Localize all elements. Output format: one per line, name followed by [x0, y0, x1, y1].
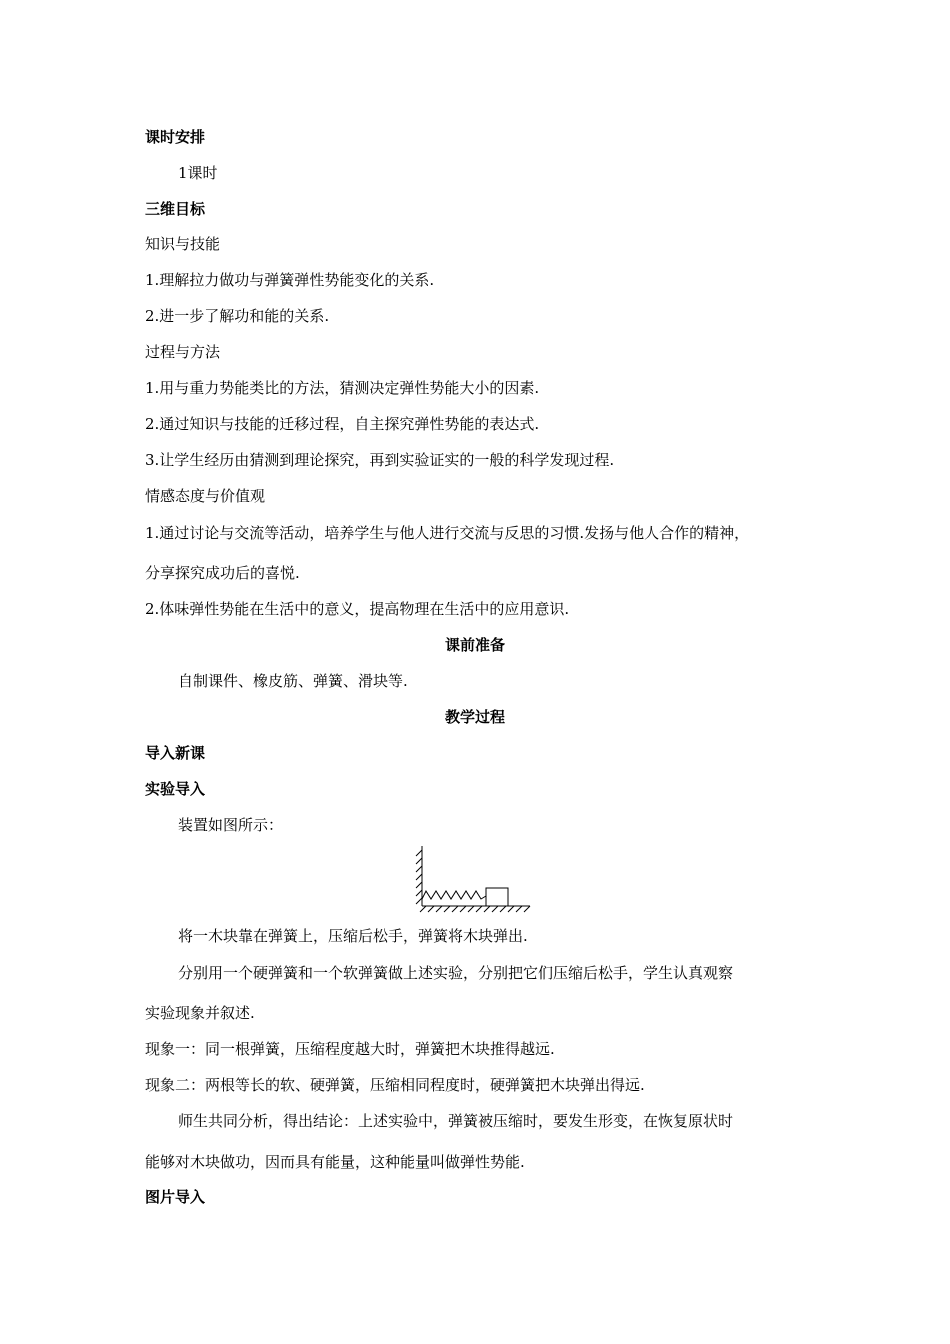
process-item-2: 2.通过知识与技能的迁移过程，自主探究弹性势能的表达式. [145, 415, 540, 433]
phenomenon-2: 现象二：两根等长的软、硬弹簧，压缩相同程度时，硬弹簧把木块弹出得远. [145, 1076, 645, 1094]
picture-intro-heading: 图片导入 [145, 1188, 206, 1206]
experiment-heading: 实验导入 [145, 780, 206, 798]
description-2-line-2: 实验现象并叙述. [145, 1004, 255, 1022]
attitude-title: 情感态度与价值观 [145, 487, 266, 505]
conclusion-line-1: 师生共同分析，得出结论：上述实验中，弹簧被压缩时，要发生形变，在恢复原状时 [178, 1112, 734, 1130]
attitude-item-1-line-1: 1.通过讨论与交流等活动，培养学生与他人进行交流与反思的习惯.发扬与他人合作的精神， [145, 524, 750, 542]
teaching-process-heading: 教学过程 [444, 708, 505, 726]
wall-hatching [416, 850, 422, 904]
setup-text: 装置如图所示： [178, 816, 284, 834]
wood-block [486, 888, 508, 906]
process-item-1: 1.用与重力势能类比的方法，猜测决定弹性势能大小的因素. [145, 379, 540, 397]
description-1: 将一木块靠在弹簧上，压缩后松手，弹簧将木块弹出. [178, 927, 528, 945]
lesson-time-value: 1课时 [178, 164, 218, 182]
spring [422, 891, 486, 899]
lesson-time-heading: 课时安排 [145, 128, 206, 146]
intro-heading: 导入新课 [145, 744, 206, 762]
attitude-item-1-line-2: 分享探究成功后的喜悦. [145, 564, 300, 582]
process-item-3: 3.让学生经历由猜测到理论探究，再到实验证实的一般的科学发现过程. [145, 451, 615, 469]
attitude-item-2: 2.体味弹性势能在生活中的意义，提高物理在生活中的应用意识. [145, 600, 570, 618]
process-method-title: 过程与方法 [145, 343, 221, 361]
description-2-line-1: 分别用一个硬弹簧和一个软弹簧做上述实验，分别把它们压缩后松手，学生认真观察 [178, 964, 734, 982]
knowledge-title: 知识与技能 [145, 235, 221, 253]
knowledge-item-1: 1.理解拉力做功与弹簧弹性势能变化的关系. [145, 271, 435, 289]
knowledge-item-2: 2.进一步了解功和能的关系. [145, 307, 330, 325]
floor-hatching [420, 906, 530, 912]
objectives-heading: 三维目标 [145, 200, 206, 218]
preparation-text: 自制课件、橡皮筋、弹簧、滑块等. [178, 672, 408, 690]
preparation-heading: 课前准备 [444, 636, 505, 654]
spring-block-diagram [410, 842, 534, 914]
phenomenon-1: 现象一：同一根弹簧，压缩程度越大时，弹簧把木块推得越远. [145, 1040, 555, 1058]
conclusion-line-2: 能够对木块做功，因而具有能量，这种能量叫做弹性势能. [145, 1153, 525, 1171]
